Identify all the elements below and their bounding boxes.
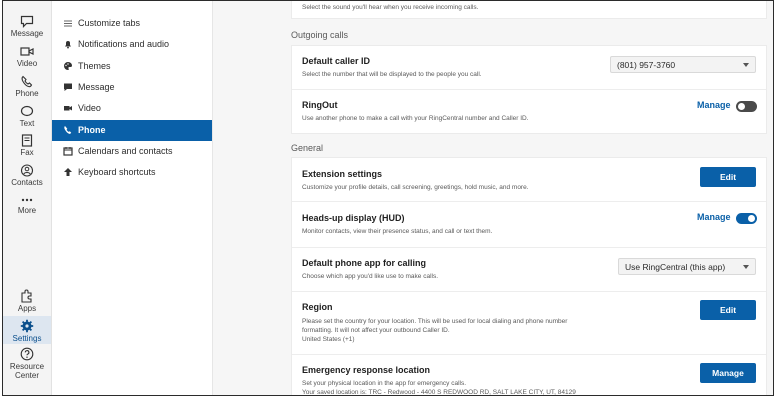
section-heading-general: General [291, 143, 324, 153]
rail-label: Phone [15, 89, 39, 98]
ringout-title: RingOut [302, 100, 338, 110]
phone-icon [63, 125, 73, 135]
ringout-toggle[interactable] [736, 101, 757, 112]
rail-label: Settings [12, 334, 42, 343]
nav-item-message[interactable] [52, 77, 212, 98]
caller-id-select[interactable] [610, 56, 756, 73]
default-phone-app-select[interactable] [618, 258, 756, 275]
message-icon [63, 82, 73, 92]
section-heading-outgoing: Outgoing calls [291, 30, 349, 40]
nav-item-keyboard-shortcuts[interactable] [52, 162, 212, 183]
region-current: United States (+1) [302, 336, 355, 343]
emergency-location-row [292, 354, 766, 396]
rail-item-message[interactable] [3, 15, 51, 38]
incoming-calls-card [291, 0, 767, 19]
ringout-row [292, 89, 766, 133]
settings-content [213, 1, 773, 395]
default-phone-app-row [292, 247, 766, 292]
chevron-down-icon [743, 63, 749, 67]
nav-item-label: Keyboard shortcuts [78, 167, 156, 177]
nav-item-themes[interactable] [52, 56, 212, 77]
fax-icon [20, 134, 34, 147]
toggle-knob [738, 103, 745, 110]
caller-id-value: (801) 957-3760 [617, 60, 676, 70]
message-icon [20, 15, 34, 28]
outgoing-calls-card [291, 45, 767, 134]
nav-item-calendars[interactable] [52, 141, 212, 162]
hud-description: Monitor contacts, view their presence status, and call or text them. [302, 228, 493, 235]
region-edit-button[interactable]: Edit [700, 300, 756, 320]
rail-label: Apps [17, 304, 37, 313]
caller-id-description: Select the number that will be displayed to the people you call. [302, 71, 482, 78]
more-icon [20, 195, 34, 205]
caller-id-title: Default caller ID [302, 56, 371, 66]
default-phone-app-title: Default phone app for calling [302, 258, 427, 268]
rail-label-line2: Center [14, 371, 39, 380]
nav-item-video[interactable] [52, 98, 212, 119]
rail-label: More [17, 206, 37, 215]
rail-item-more[interactable] [3, 195, 51, 215]
default-phone-app-description: Choose which app you'd like use to make calls. [302, 273, 439, 280]
settings-icon [20, 319, 34, 333]
ringout-description: Use another phone to make a call with your RingCentral number and Caller ID. [302, 115, 529, 122]
rail-item-phone[interactable] [3, 75, 51, 98]
region-description: Please set the country for your location. This will be used for local dialing and phone number formatting. It will not affect your outbound Caller ID. [302, 318, 568, 334]
nav-item-label: Video [78, 103, 101, 113]
rail-item-resource-center[interactable] [3, 347, 51, 380]
palette-icon [63, 61, 73, 71]
keyboard-icon [63, 167, 73, 177]
calendar-icon [63, 146, 73, 156]
rail-item-fax[interactable] [3, 134, 51, 157]
app-rail [3, 1, 52, 395]
hud-row [292, 201, 766, 248]
video-icon [63, 103, 73, 113]
rail-item-apps[interactable] [3, 288, 51, 313]
bell-icon [63, 39, 73, 49]
resource-center-icon [20, 347, 34, 361]
nav-item-label: Calendars and contacts [78, 146, 173, 156]
app-window [2, 0, 774, 396]
extension-edit-button[interactable]: Edit [700, 167, 756, 187]
rail-label: Contacts [11, 178, 43, 187]
rail-label: Video [16, 59, 38, 68]
ringout-manage-link[interactable]: Manage [697, 100, 731, 110]
rail-item-video[interactable] [3, 45, 51, 68]
emergency-location-title: Emergency response location [302, 365, 431, 375]
customize-tabs-icon [63, 18, 73, 28]
hud-title: Heads-up display (HUD) [302, 213, 405, 223]
rail-label: Message [10, 29, 44, 38]
nav-item-label: Phone [78, 125, 106, 135]
extension-settings-description: Customize your profile details, call screening, greetings, hold music, and more. [302, 184, 529, 191]
hud-toggle[interactable] [736, 213, 757, 224]
extension-settings-row [292, 158, 766, 202]
emergency-manage-button[interactable]: Manage [700, 363, 756, 383]
nav-item-label: Themes [78, 61, 111, 71]
video-icon [20, 45, 34, 58]
extension-settings-title: Extension settings [302, 169, 383, 179]
settings-nav [52, 1, 213, 395]
contacts-icon [20, 164, 34, 177]
nav-item-label: Customize tabs [78, 18, 141, 28]
emergency-location-description: Set your physical location in the app for emergency calls. [302, 380, 467, 387]
ringtone-description: Select the sound you'll hear when you receive incoming calls. [302, 4, 479, 11]
emergency-saved-location: Your saved location is: TRC - Redwood - 4400 S REDWOOD RD, SALT LAKE CITY, UT, 84129 [302, 389, 576, 396]
apps-icon [19, 288, 35, 303]
text-icon [20, 105, 34, 118]
chevron-down-icon [743, 265, 749, 269]
caller-id-row [292, 46, 766, 90]
general-card [291, 157, 767, 396]
phone-icon [20, 75, 34, 88]
region-title: Region [302, 302, 333, 312]
region-row [292, 291, 766, 355]
rail-item-settings[interactable] [3, 316, 51, 344]
nav-item-label: Notifications and audio [78, 39, 170, 49]
nav-item-customize-tabs[interactable] [52, 13, 212, 34]
nav-item-phone[interactable] [52, 120, 212, 141]
rail-label: Fax [20, 148, 34, 157]
nav-item-label: Message [78, 82, 115, 92]
nav-item-notifications[interactable] [52, 34, 212, 55]
rail-item-text[interactable] [3, 105, 51, 128]
rail-label: Resource [9, 362, 45, 371]
toggle-knob [748, 215, 755, 222]
rail-label: Text [19, 119, 35, 128]
default-phone-app-value: Use RingCentral (this app) [625, 262, 726, 272]
hud-manage-link[interactable]: Manage [697, 212, 731, 222]
rail-item-contacts[interactable] [3, 164, 51, 187]
